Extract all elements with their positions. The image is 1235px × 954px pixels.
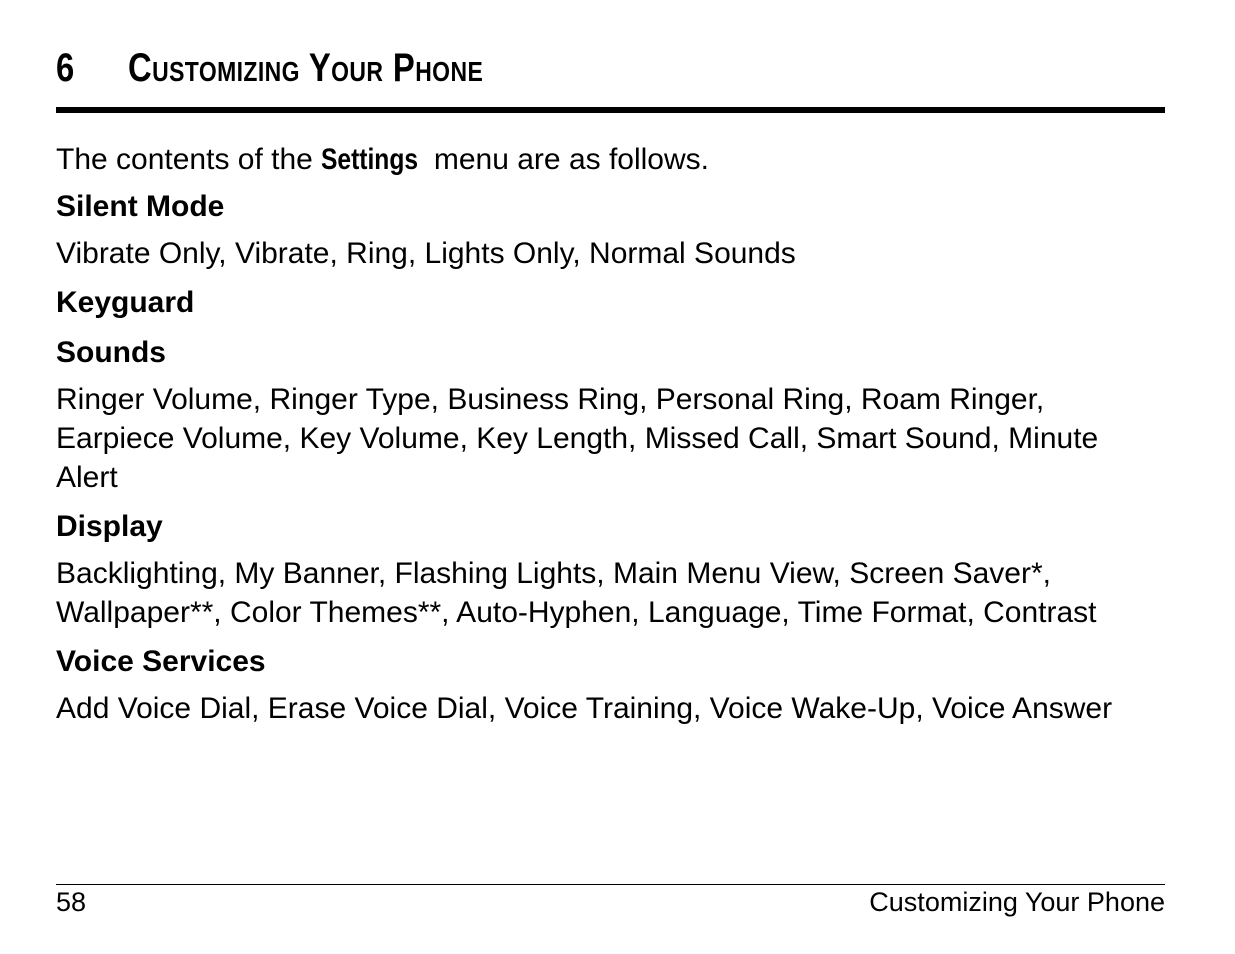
- intro-prefix: The contents of the: [56, 143, 322, 176]
- page-footer: [56, 886, 1165, 918]
- section-items-display: Backlighting, My Banner, Flashing Lights, Main Menu View, Screen Saver*, Wallpaper**, Color Themes**, Auto-Hyphen, Language, Time Format, Contrast: [56, 557, 1097, 629]
- page-number: 58: [56, 887, 87, 917]
- chapter-number: 6: [56, 46, 75, 90]
- chapter-title: Customizing Your Phone: [128, 46, 484, 90]
- section-heading-sounds: Sounds: [56, 336, 166, 369]
- section-items-voice-services: Add Voice Dial, Erase Voice Dial, Voice Training, Voice Wake-Up, Voice Answer: [56, 692, 1113, 725]
- chapter-header: [56, 46, 1165, 98]
- section-items-sounds: Ringer Volume, Ringer Type, Business Ring, Personal Ring, Roam Ringer, Earpiece Volume, Key Volume, Key Length, Missed Call, Smart Sound, Minute Alert: [56, 383, 1099, 494]
- intro-paragraph: [56, 140, 1165, 179]
- section-heading-keyguard: Keyguard: [56, 286, 195, 319]
- intro-suffix: menu are as follows.: [425, 143, 709, 176]
- running-title: Customizing Your Phone: [869, 887, 1165, 917]
- section-heading-voice-services: Voice Services: [56, 645, 266, 678]
- section-items-silent-mode: Vibrate Only, Vibrate, Ring, Lights Only, Normal Sounds: [56, 237, 796, 270]
- page-content: [56, 140, 1165, 738]
- footer-rule: [56, 884, 1165, 885]
- header-rule: [56, 107, 1165, 113]
- section-heading-display: Display: [56, 510, 163, 543]
- section-heading-silent-mode: Silent Mode: [56, 190, 225, 223]
- settings-menu-term: Settings: [321, 143, 419, 176]
